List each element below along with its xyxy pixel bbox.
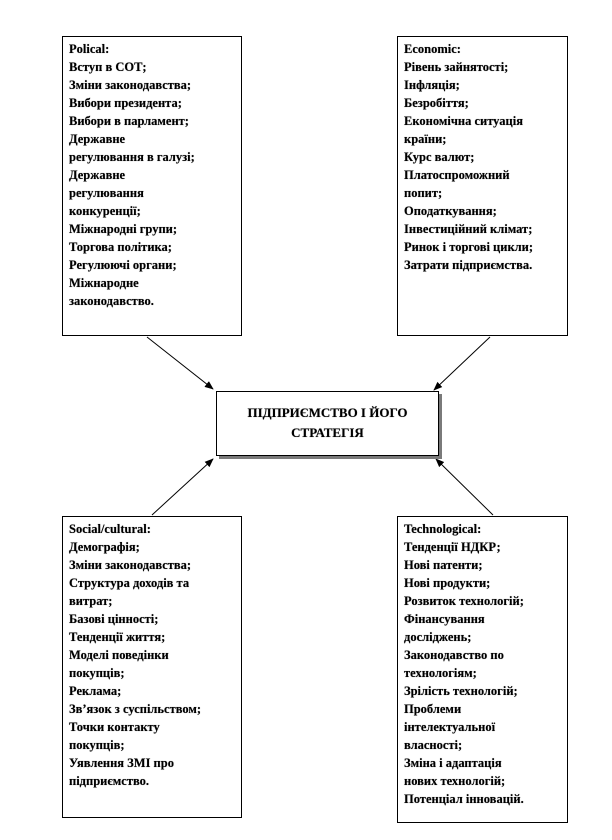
factor-line: Державне (69, 168, 126, 182)
arrow-technological-to-center (436, 459, 493, 515)
factor-line: Регулюючі органи; (69, 258, 177, 272)
economic-heading: Economic: (404, 42, 461, 56)
factor-line: Тенденції НДКР; (404, 540, 501, 554)
factor-line: нових технологій; (404, 774, 506, 788)
center-title-line-1: ПІДПРИЄМСТВО І ЙОГО (247, 405, 408, 420)
economic-list (404, 58, 562, 274)
factor-line: Державне (69, 132, 126, 146)
factor-line: Зв’язок з суспільством; (69, 702, 202, 716)
factor-line: законодавство. (69, 294, 154, 308)
factor-line: Курс валют; (404, 150, 475, 164)
factor-line: регулювання в галузі; (69, 150, 195, 164)
factor-line: Зміна і адаптація (404, 756, 502, 770)
factor-line: конкуренції; (69, 204, 141, 218)
social-cultural-factors-box (62, 516, 242, 818)
factor-line: Платоспроможний (404, 168, 510, 182)
factor-line: Затрати підприємства. (404, 258, 533, 272)
factor-line: країни; (404, 132, 447, 146)
factor-line: Базові цінності; (69, 612, 159, 626)
factor-line: власності; (404, 738, 463, 752)
factor-line: інтелектуальної (404, 720, 496, 734)
technological-factors-box (397, 516, 568, 823)
technological-heading: Technological: (404, 522, 482, 536)
factor-line: Вибори президента; (69, 96, 182, 110)
factor-line: Інфляція; (404, 78, 460, 92)
factor-line: Оподаткування; (404, 204, 497, 218)
factor-line: технологіям; (404, 666, 477, 680)
factor-line: підприємство. (69, 774, 149, 788)
factor-line: Демографія; (69, 540, 140, 554)
technological-list (404, 538, 562, 808)
factor-line: Нові продукти; (404, 576, 491, 590)
factor-line: Розвиток технологій; (404, 594, 524, 608)
factor-line: Фінансування (404, 612, 485, 626)
factor-line: Зрілість технологій; (404, 684, 518, 698)
factor-line: покупців; (69, 738, 125, 752)
factor-line: Міжнародні групи; (69, 222, 178, 236)
factor-line: попит; (404, 186, 443, 200)
factor-line: Проблеми (404, 702, 462, 716)
political-factors-box (62, 36, 242, 336)
economic-factors-box (397, 36, 568, 336)
arrow-political-to-center (147, 337, 213, 389)
political-heading: Polical: (69, 42, 110, 56)
center-title-line-2: СТРАТЕГІЯ (291, 425, 364, 440)
factor-line: Безробіття; (404, 96, 469, 110)
factor-line: Реклама; (69, 684, 122, 698)
factor-line: Зміни законодавства; (69, 558, 192, 572)
factor-line: Потенціал інновацій. (404, 792, 524, 806)
factor-line: Економічна ситуація (404, 114, 523, 128)
factor-line: Торгова політика; (69, 240, 172, 254)
factor-line: Ринок і торгові цикли; (404, 240, 534, 254)
arrow-social-to-center (152, 459, 213, 515)
factor-line: Інвестиційний клімат; (404, 222, 533, 236)
arrow-economic-to-center (434, 337, 490, 390)
factor-line: витрат; (69, 594, 113, 608)
factor-line: Міжнародне (69, 276, 139, 290)
factor-line: покупців; (69, 666, 125, 680)
factor-line: Вступ в СОТ; (69, 60, 147, 74)
factor-line: Структура доходів та (69, 576, 190, 590)
factor-line: Нові патенти; (404, 558, 483, 572)
enterprise-strategy-box (216, 391, 439, 456)
factor-line: регулювання (69, 186, 144, 200)
social-heading: Social/cultural: (69, 522, 151, 536)
factor-line: Законодавство по (404, 648, 504, 662)
factor-line: Рівень зайнятості; (404, 60, 509, 74)
political-list (69, 58, 236, 310)
factor-line: Тенденції життя; (69, 630, 166, 644)
factor-line: Вибори в парламент; (69, 114, 189, 128)
factor-line: Зміни законодавства; (69, 78, 192, 92)
social-list (69, 538, 236, 790)
factor-line: Моделі поведінки (69, 648, 169, 662)
factor-line: досліджень; (404, 630, 472, 644)
factor-line: Уявлення ЗМІ про (69, 756, 174, 770)
factor-line: Точки контакту (69, 720, 160, 734)
